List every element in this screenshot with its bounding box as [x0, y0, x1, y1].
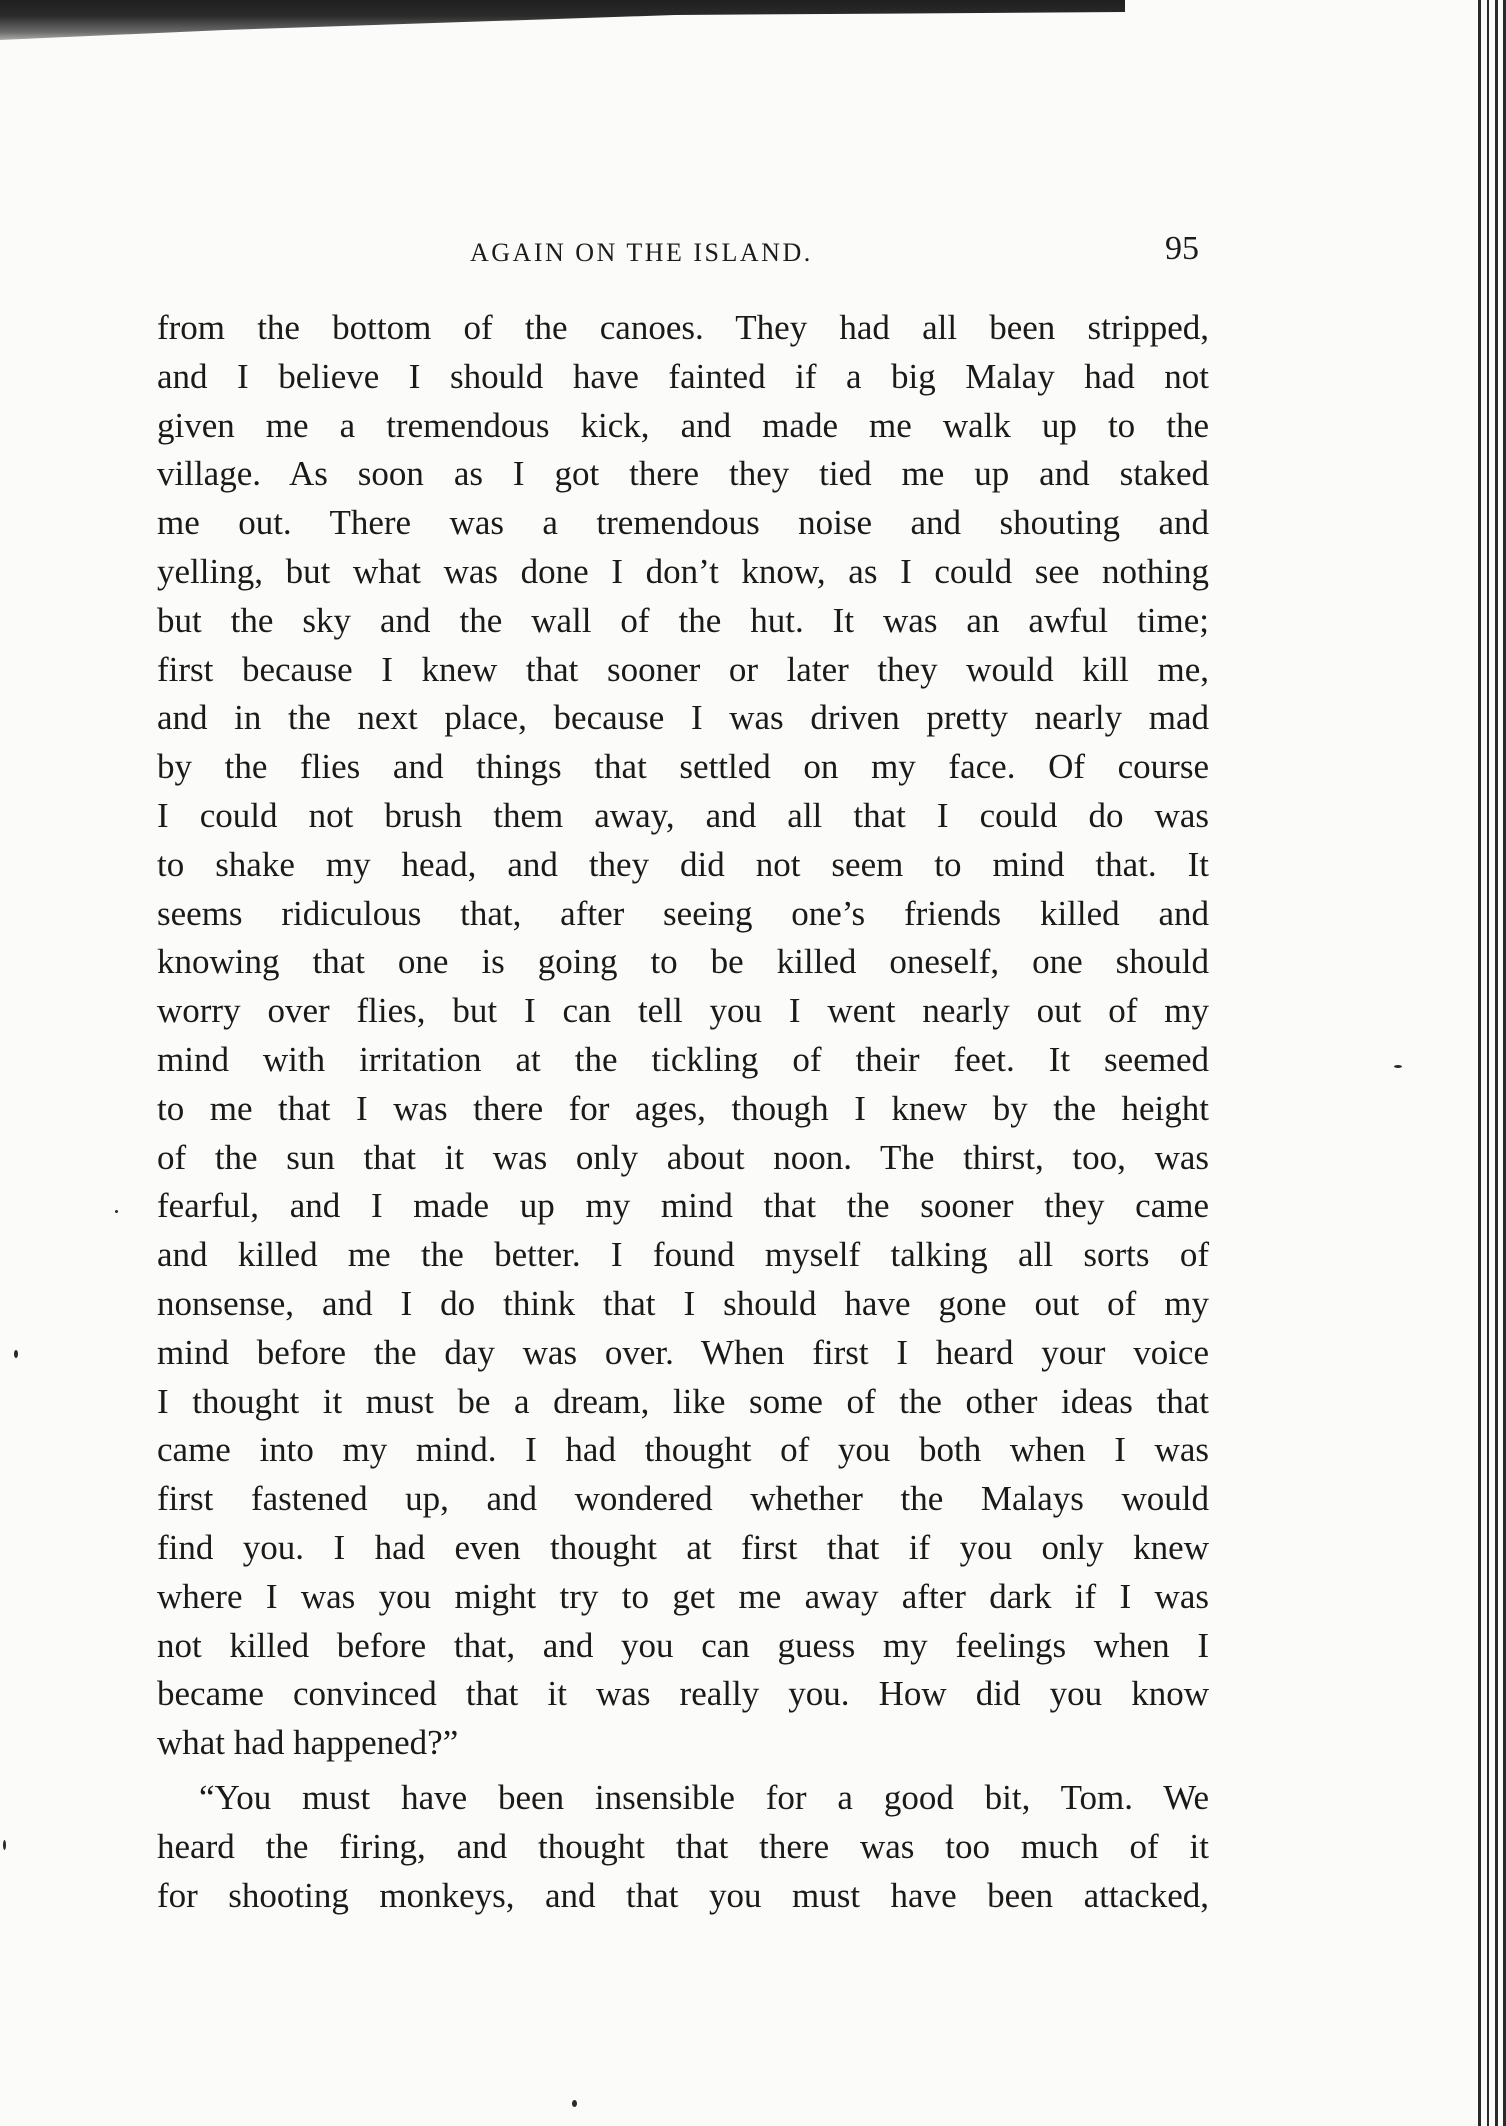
text-line: village. As soon as I got there they tied me up and staked — [157, 454, 1209, 494]
text-line: of the sun that it was only about noon. The thirst, too, was — [157, 1137, 1209, 1177]
text-line: by the flies and things that settled on my face. Of course — [157, 747, 1209, 787]
text-line: came into my mind. I had thought of you both when I was — [157, 1430, 1209, 1470]
binding-line — [1478, 0, 1481, 2126]
text-line: from the bottom of the canoes. They had all been stripped, — [157, 308, 1209, 347]
text-line: heard the firing, and thought that there was too much of it — [157, 1826, 1209, 1866]
text-line: yelling, but what was done I don’t know, as I could see nothing — [157, 551, 1209, 591]
text-line: to me that I was there for ages, though I knew by the height — [157, 1088, 1209, 1128]
text-line: and in the next place, because I was driven pretty nearly mad — [157, 698, 1209, 738]
text-line: me out. There was a tremendous noise and shouting and — [157, 503, 1209, 543]
scan-speck — [115, 1210, 118, 1213]
text-line: worry over flies, but I can tell you I went nearly out of my — [157, 991, 1209, 1031]
binding-line — [1487, 0, 1489, 2126]
text-line: I thought it must be a dream, like some of the other ideas that — [157, 1381, 1209, 1421]
text-line: to shake my head, and they did not seem to mind that. It — [157, 844, 1209, 884]
text-line-paragraph-start: “You must have been insensible for a good bit, Tom. We — [199, 1777, 1209, 1817]
scan-speck — [572, 2100, 577, 2107]
page-body — [157, 304, 1209, 1920]
text-line: and killed me the better. I found myself talking all sorts of — [157, 1235, 1209, 1275]
text-line: fearful, and I made up my mind that the sooner they came — [157, 1186, 1209, 1226]
text-line: knowing that one is going to be killed oneself, one should — [157, 942, 1209, 982]
page-number: 95 — [1165, 230, 1199, 267]
scan-speck — [14, 1350, 18, 1358]
text-line: I could not brush them away, and all that I could do was — [157, 795, 1209, 835]
text-line: mind with irritation at the tickling of their feet. It seemed — [157, 1039, 1209, 1079]
text-line: first because I knew that sooner or later they would kill me, — [157, 649, 1209, 689]
binding-line — [1495, 0, 1498, 2126]
text-line: not killed before that, and you can guess my feelings when I — [157, 1625, 1209, 1665]
text-line: first fastened up, and wondered whether the Malays would — [157, 1479, 1209, 1519]
scan-speck — [3, 1840, 6, 1850]
scan-smudge — [0, 0, 1125, 50]
text-line: for shooting monkeys, and that you must have been attacked, — [157, 1875, 1209, 1915]
text-line: nonsense, and I do think that I should have gone out of my — [157, 1283, 1209, 1323]
text-line: find you. I had even thought at first that if you only knew — [157, 1527, 1209, 1567]
text-line: became convinced that it was really you. How did you know — [157, 1674, 1209, 1714]
scan-speck — [1394, 1065, 1402, 1068]
text-line: where I was you might try to get me away after dark if I was — [157, 1576, 1209, 1616]
text-line: mind before the day was over. When first I heard your voice — [157, 1332, 1209, 1372]
text-line: but the sky and the wall of the hut. It was an awful time; — [157, 600, 1209, 640]
text-line: seems ridiculous that, after seeing one’s friends killed and — [157, 893, 1209, 933]
text-line: what had happened?” — [157, 1723, 459, 1763]
text-line: given me a tremendous kick, and made me walk up to the — [157, 405, 1209, 445]
running-head: AGAIN ON THE ISLAND. — [470, 238, 813, 267]
text-line: and I believe I should have fainted if a big Malay had not — [157, 356, 1209, 396]
